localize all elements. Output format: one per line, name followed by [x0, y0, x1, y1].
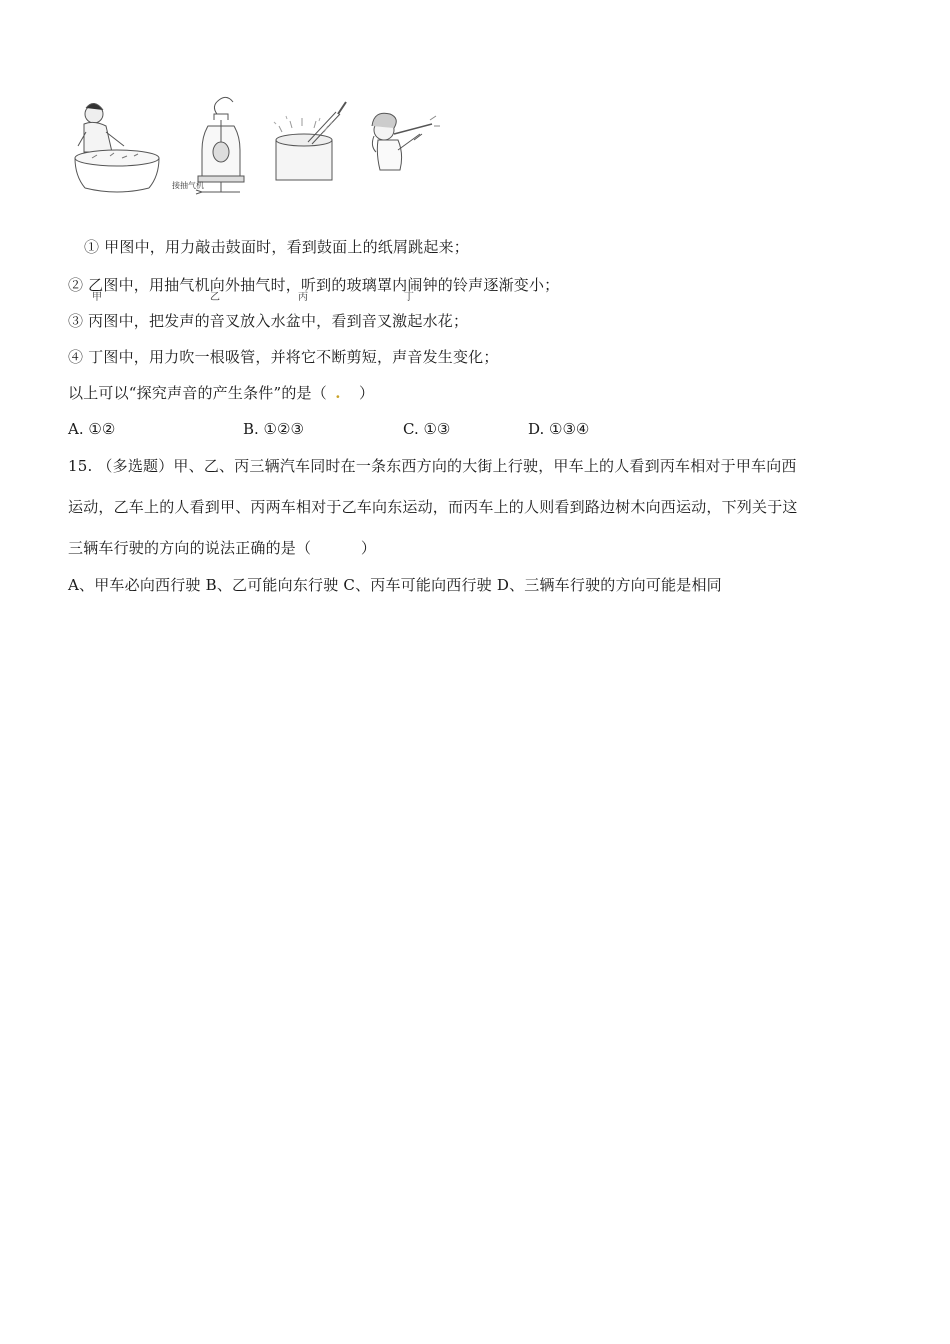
- straw-blowing-illustration: [372, 113, 440, 170]
- q14-item-3: ③ 丙图中，把发声的音叉放入水盆中，看到音叉激起水花；: [68, 312, 469, 330]
- q15-line-3: 三辆车行驶的方向的说法正确的是（ ）: [68, 539, 377, 557]
- q14-option-b: B. ①②③: [243, 420, 304, 438]
- q15-line-2: 运动，乙车上的人看到甲、丙两车相对于乙车向东运动，而丙车上的人则看到路边树木向西运动，下列关于这: [68, 498, 798, 516]
- tuning-fork-water-illustration: [274, 102, 346, 180]
- q14-prompt-text: 以上可以“探究声音的产生条件”的是（: [68, 384, 327, 402]
- q14-option-c: C. ①③: [403, 420, 451, 438]
- q14-option-a: A. ①②: [68, 420, 116, 438]
- pump-label: 接抽气机: [172, 181, 204, 190]
- q14-item-1: ① 甲图中，用力敲击鼓面时，看到鼓面上的纸屑跳起来；: [84, 238, 469, 256]
- q15-line-1: 15. （多选题）甲、乙、丙三辆汽车同时在一条东西方向的大街上行驶，甲车上的人看到丙车相对于甲车向西: [68, 457, 797, 475]
- q14-item-4: ④ 丁图中，用力吹一根吸管，并将它不断剪短，声音发生变化；: [68, 348, 499, 366]
- q14-option-d: D. ①③④: [528, 420, 590, 438]
- q14-prompt-close: ）: [358, 384, 375, 402]
- caption-jia: 甲: [92, 292, 102, 303]
- experiments-drawing: [62, 92, 462, 212]
- q15-options: A、甲车必向西行驶 B、乙可能向东行驶 C、丙车可能向西行驶 D、三辆车行驶的方向可能是相同: [68, 576, 722, 594]
- answer-blank-dot: .: [335, 384, 341, 402]
- caption-yi: 乙: [210, 292, 220, 303]
- caption-bing: 丙: [298, 292, 308, 303]
- caption-ding: 丁: [404, 292, 414, 303]
- q14-prompt: [68, 382, 374, 403]
- q14-item-2: ② 乙图中，用抽气机向外抽气时，听到的玻璃罩内闹钟的铃声逐渐变小；: [68, 276, 560, 294]
- drum-experiment-illustration: [75, 103, 159, 192]
